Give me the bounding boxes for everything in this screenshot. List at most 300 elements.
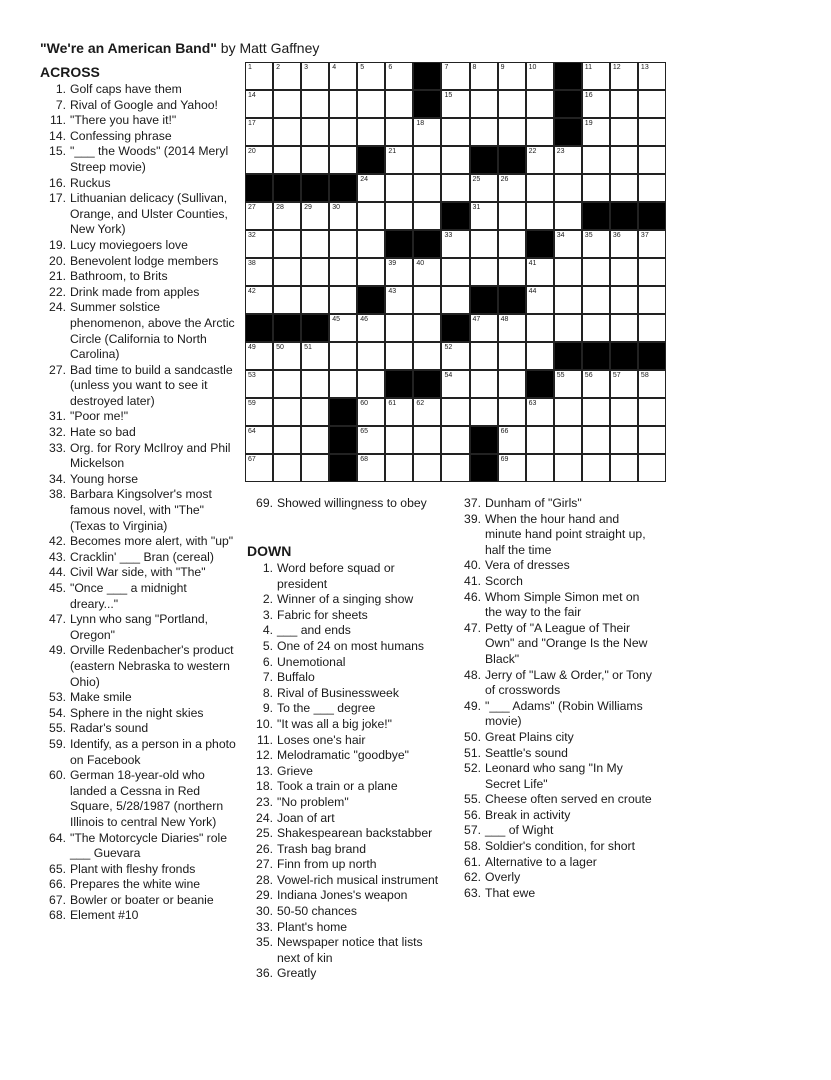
grid-cell[interactable] — [470, 118, 498, 146]
grid-cell[interactable] — [526, 286, 554, 314]
grid-cell[interactable] — [357, 62, 385, 90]
grid-cell[interactable] — [610, 174, 638, 202]
clue-number: 13 . — [247, 764, 273, 780]
down-clue-58[interactable] — [455, 839, 655, 855]
across-clue-33[interactable] — [40, 441, 236, 472]
grid-cell[interactable] — [526, 90, 554, 118]
grid-cell[interactable] — [582, 118, 610, 146]
grid-cell[interactable] — [385, 342, 413, 370]
down-clue-4[interactable] — [247, 623, 447, 639]
cell-number: 36 — [612, 232, 621, 239]
down-clue-40[interactable] — [455, 558, 655, 574]
cell-number: 42 — [248, 288, 256, 295]
grid-cell[interactable] — [357, 258, 385, 286]
grid-cell[interactable] — [385, 314, 413, 342]
grid-cell[interactable] — [638, 286, 666, 314]
down-clue-63[interactable] — [455, 886, 655, 902]
grid-cell[interactable] — [385, 398, 413, 426]
grid-cell[interactable] — [498, 426, 526, 454]
grid-cell[interactable] — [498, 398, 526, 426]
grid-cell[interactable] — [638, 118, 666, 146]
clue-number: 41 . — [455, 574, 481, 590]
grid-cell[interactable] — [273, 286, 301, 314]
down-clue-62[interactable] — [455, 870, 655, 886]
grid-cell[interactable] — [301, 202, 329, 230]
down-clue-10[interactable] — [247, 717, 447, 733]
grid-cell[interactable] — [245, 454, 273, 482]
across-clue-22[interactable] — [40, 285, 236, 301]
grid-cell[interactable] — [301, 426, 329, 454]
grid-cell[interactable] — [385, 258, 413, 286]
down-clue-33[interactable] — [247, 920, 447, 936]
grid-cell[interactable] — [638, 230, 666, 258]
down-clue-46[interactable] — [455, 590, 655, 621]
grid-cell[interactable] — [498, 342, 526, 370]
grid-cell[interactable] — [329, 146, 357, 174]
grid-cell[interactable] — [582, 398, 610, 426]
down-clue-55[interactable] — [455, 792, 655, 808]
grid-cell[interactable] — [638, 314, 666, 342]
across-clue-27[interactable] — [40, 363, 236, 410]
grid-cell[interactable] — [273, 342, 301, 370]
black-square — [413, 90, 441, 118]
down-clue-30[interactable] — [247, 904, 447, 920]
grid-cell[interactable] — [413, 146, 441, 174]
across-clue-55[interactable] — [40, 721, 236, 737]
grid-cell[interactable] — [610, 398, 638, 426]
grid-cell[interactable] — [638, 426, 666, 454]
grid-cell[interactable] — [357, 314, 385, 342]
clue-number: 15 . — [40, 144, 66, 160]
clue-number: 46 . — [455, 590, 481, 606]
clue-text: ___ of Wight — [485, 823, 554, 838]
down-clue-47[interactable] — [455, 621, 655, 668]
grid-cell[interactable] — [526, 146, 554, 174]
grid-cell[interactable] — [357, 370, 385, 398]
grid-cell[interactable] — [441, 62, 469, 90]
clue-text: German 18-year-old who landed a Cessna in Red Square, 5/28/1987 (northern Illinois to central New York) — [70, 768, 224, 829]
grid-cell[interactable] — [470, 342, 498, 370]
grid-cell[interactable] — [582, 90, 610, 118]
across-clue-15[interactable] — [40, 144, 236, 175]
grid-cell[interactable] — [638, 90, 666, 118]
grid-cell[interactable] — [526, 398, 554, 426]
grid-cell[interactable] — [301, 342, 329, 370]
grid-cell[interactable] — [498, 62, 526, 90]
down-clue-37[interactable] — [455, 496, 655, 512]
grid-cell[interactable] — [385, 202, 413, 230]
grid-cell[interactable] — [582, 146, 610, 174]
down-clue-7[interactable] — [247, 670, 447, 686]
clue-number: 6 . — [247, 655, 273, 671]
grid-cell[interactable] — [470, 258, 498, 286]
grid-cell[interactable] — [498, 314, 526, 342]
grid-cell[interactable] — [357, 398, 385, 426]
across-clue-59[interactable] — [40, 737, 236, 768]
grid-cell[interactable] — [413, 118, 441, 146]
grid-cell[interactable] — [273, 202, 301, 230]
grid-cell[interactable] — [441, 258, 469, 286]
grid-cell[interactable] — [329, 118, 357, 146]
down-clue-29[interactable] — [247, 888, 447, 904]
down-clue-12[interactable] — [247, 748, 447, 764]
grid-cell[interactable] — [610, 426, 638, 454]
grid-cell[interactable] — [413, 174, 441, 202]
grid-cell[interactable] — [554, 174, 582, 202]
grid-cell[interactable] — [357, 454, 385, 482]
grid-cell[interactable] — [441, 230, 469, 258]
grid-cell[interactable] — [554, 454, 582, 482]
grid-cell[interactable] — [357, 202, 385, 230]
grid-cell[interactable] — [273, 398, 301, 426]
grid-cell[interactable] — [413, 202, 441, 230]
down-clue-41[interactable] — [455, 574, 655, 590]
across-clue-16[interactable] — [40, 176, 236, 192]
cell-number: 2 — [276, 64, 280, 71]
grid-cell[interactable] — [301, 258, 329, 286]
grid-cell[interactable] — [357, 342, 385, 370]
grid-cell[interactable] — [357, 174, 385, 202]
grid-cell[interactable] — [554, 370, 582, 398]
down-clue-35[interactable] — [247, 935, 447, 966]
cell-number: 9 — [500, 64, 505, 71]
grid-cell[interactable] — [526, 174, 554, 202]
cell-number: 5 — [360, 64, 365, 71]
across-clue-54[interactable] — [40, 706, 236, 722]
grid-cell[interactable] — [441, 426, 469, 454]
grid-cell[interactable] — [526, 118, 554, 146]
grid-cell[interactable] — [273, 62, 301, 90]
grid-cell[interactable] — [638, 146, 666, 174]
grid-cell[interactable] — [273, 370, 301, 398]
across-clue-7[interactable] — [40, 98, 236, 114]
grid-cell[interactable] — [441, 342, 469, 370]
grid-cell[interactable] — [301, 118, 329, 146]
down-clue-24[interactable] — [247, 811, 447, 827]
clue-text: Rival of Businessweek — [277, 685, 399, 700]
grid-cell[interactable] — [638, 370, 666, 398]
grid-cell[interactable] — [245, 286, 273, 314]
grid-cell[interactable] — [413, 286, 441, 314]
grid-cell[interactable] — [273, 146, 301, 174]
grid-cell[interactable] — [470, 230, 498, 258]
across-clue-1[interactable] — [40, 82, 236, 98]
cell-number: 27 — [248, 204, 256, 211]
grid-cell[interactable] — [301, 230, 329, 258]
grid-cell[interactable] — [526, 314, 554, 342]
across-clue-44[interactable] — [40, 565, 236, 581]
clue-number: 34 . — [40, 472, 66, 488]
grid-cell[interactable] — [329, 286, 357, 314]
grid-cell[interactable] — [301, 370, 329, 398]
crossword-grid[interactable] — [245, 62, 666, 482]
grid-cell[interactable] — [610, 258, 638, 286]
across-clue-69[interactable] — [247, 496, 447, 512]
grid-cell[interactable] — [301, 454, 329, 482]
across-clue-20[interactable] — [40, 254, 236, 270]
across-clue-31[interactable] — [40, 409, 236, 425]
grid-cell[interactable] — [610, 314, 638, 342]
cell-number: 18 — [416, 120, 425, 127]
down-clue-39[interactable] — [455, 512, 655, 559]
down-clue-23[interactable] — [247, 795, 447, 811]
down-clue-1[interactable] — [247, 561, 447, 592]
grid-cell[interactable] — [329, 342, 357, 370]
grid-cell[interactable] — [554, 314, 582, 342]
across-clue-68[interactable] — [40, 908, 236, 924]
grid-cell[interactable] — [329, 62, 357, 90]
grid-cell[interactable] — [526, 62, 554, 90]
grid-cell[interactable] — [554, 230, 582, 258]
clue-text: Barbara Kingsolver's most famous novel, with "The" (Texas to Virginia) — [70, 487, 212, 533]
across-clue-65[interactable] — [40, 862, 236, 878]
clue-number: 64 . — [40, 831, 66, 847]
grid-cell[interactable] — [526, 426, 554, 454]
down-clue-28[interactable] — [247, 873, 447, 889]
grid-cell[interactable] — [273, 426, 301, 454]
grid-cell[interactable] — [470, 398, 498, 426]
grid-cell[interactable] — [498, 230, 526, 258]
down-clue-18[interactable] — [247, 779, 447, 795]
grid-cell[interactable] — [498, 202, 526, 230]
grid-cell[interactable] — [273, 258, 301, 286]
clue-text: "No problem" — [277, 794, 349, 809]
cell-number: 58 — [640, 372, 649, 379]
grid-cell[interactable] — [413, 314, 441, 342]
grid-cell[interactable] — [329, 202, 357, 230]
grid-cell[interactable] — [498, 118, 526, 146]
down-clue-50[interactable] — [455, 730, 655, 746]
across-clue-47[interactable] — [40, 612, 236, 643]
across-clue-32[interactable] — [40, 425, 236, 441]
grid-cell[interactable] — [245, 398, 273, 426]
grid-cell[interactable] — [329, 314, 357, 342]
grid-cell[interactable] — [526, 342, 554, 370]
grid-cell[interactable] — [526, 454, 554, 482]
grid-cell[interactable] — [245, 118, 273, 146]
grid-cell[interactable] — [245, 258, 273, 286]
across-clue-14[interactable] — [40, 129, 236, 145]
grid-cell[interactable] — [245, 202, 273, 230]
across-clue-11[interactable] — [40, 113, 236, 129]
grid-cell[interactable] — [413, 454, 441, 482]
grid-cell[interactable] — [357, 426, 385, 454]
grid-cell[interactable] — [610, 90, 638, 118]
grid-cell[interactable] — [441, 370, 469, 398]
grid-cell[interactable] — [329, 230, 357, 258]
grid-cell[interactable] — [273, 230, 301, 258]
grid-cell[interactable] — [441, 118, 469, 146]
grid-cell[interactable] — [610, 454, 638, 482]
grid-cell[interactable] — [554, 286, 582, 314]
across-clue-24[interactable] — [40, 300, 236, 362]
grid-cell[interactable] — [498, 258, 526, 286]
clue-text: Winner of a singing show — [277, 592, 414, 607]
grid-cell[interactable] — [441, 146, 469, 174]
grid-cell[interactable] — [273, 118, 301, 146]
grid-cell[interactable] — [610, 370, 638, 398]
grid-cell[interactable] — [441, 174, 469, 202]
down-clue-3[interactable] — [247, 608, 447, 624]
grid-cell[interactable] — [385, 146, 413, 174]
across-clue-49[interactable] — [40, 643, 236, 690]
across-clue-53[interactable] — [40, 690, 236, 706]
grid-cell[interactable] — [498, 454, 526, 482]
grid-cell[interactable] — [470, 62, 498, 90]
grid-cell[interactable] — [638, 454, 666, 482]
grid-cell[interactable] — [385, 118, 413, 146]
grid-cell[interactable] — [470, 90, 498, 118]
grid-cell[interactable] — [385, 454, 413, 482]
grid-cell[interactable] — [470, 202, 498, 230]
grid-cell[interactable] — [245, 62, 273, 90]
down-clue-56[interactable] — [455, 808, 655, 824]
grid-cell[interactable] — [385, 426, 413, 454]
grid-cell[interactable] — [385, 286, 413, 314]
grid-cell[interactable] — [301, 90, 329, 118]
grid-cell[interactable] — [638, 258, 666, 286]
grid-cell[interactable] — [582, 426, 610, 454]
across-clue-19[interactable] — [40, 238, 236, 254]
grid-cell[interactable] — [245, 426, 273, 454]
grid-cell[interactable] — [582, 174, 610, 202]
clue-text: Make smile — [70, 690, 132, 705]
down-clue-26[interactable] — [247, 842, 447, 858]
grid-cell[interactable] — [554, 202, 582, 230]
down-clue-48[interactable] — [455, 668, 655, 699]
across-clue-43[interactable] — [40, 550, 236, 566]
clue-text: Sphere in the night skies — [70, 705, 204, 720]
grid-cell[interactable] — [357, 118, 385, 146]
grid-cell[interactable] — [582, 454, 610, 482]
grid-cell[interactable] — [498, 174, 526, 202]
grid-cell[interactable] — [441, 90, 469, 118]
down-clue-51[interactable] — [455, 746, 655, 762]
down-clue-13[interactable] — [247, 764, 447, 780]
across-clue-34[interactable] — [40, 472, 236, 488]
grid-cell[interactable] — [582, 314, 610, 342]
grid-cell[interactable] — [582, 258, 610, 286]
across-clue-67[interactable] — [40, 893, 236, 909]
down-clue-8[interactable] — [247, 686, 447, 702]
grid-cell[interactable] — [554, 258, 582, 286]
down-clue-25[interactable] — [247, 826, 447, 842]
grid-cell[interactable] — [554, 426, 582, 454]
grid-cell[interactable] — [554, 146, 582, 174]
grid-cell[interactable] — [413, 426, 441, 454]
down-clue-36[interactable] — [247, 966, 447, 982]
clue-text: Vera of dresses — [485, 558, 570, 573]
black-square — [413, 370, 441, 398]
down-clue-2[interactable] — [247, 592, 447, 608]
clue-number: 31 . — [40, 409, 66, 425]
grid-cell[interactable] — [329, 90, 357, 118]
across-clue-45[interactable] — [40, 581, 236, 612]
down-clue-11[interactable] — [247, 733, 447, 749]
clue-number: 62 . — [455, 870, 481, 886]
down-clue-9[interactable] — [247, 701, 447, 717]
grid-cell[interactable] — [470, 174, 498, 202]
grid-cell[interactable] — [413, 398, 441, 426]
grid-cell[interactable] — [582, 286, 610, 314]
grid-cell[interactable] — [301, 286, 329, 314]
grid-cell[interactable] — [273, 90, 301, 118]
grid-cell[interactable] — [638, 174, 666, 202]
grid-cell[interactable] — [470, 314, 498, 342]
grid-cell[interactable] — [245, 90, 273, 118]
grid-cell[interactable] — [498, 90, 526, 118]
grid-cell[interactable] — [301, 62, 329, 90]
grid-cell[interactable] — [554, 398, 582, 426]
down-clue-6[interactable] — [247, 655, 447, 671]
grid-cell[interactable] — [245, 342, 273, 370]
grid-cell[interactable] — [329, 258, 357, 286]
grid-cell[interactable] — [610, 286, 638, 314]
across-clue-21[interactable] — [40, 269, 236, 285]
grid-cell[interactable] — [638, 62, 666, 90]
grid-cell[interactable] — [357, 230, 385, 258]
across-clue-38[interactable] — [40, 487, 236, 534]
grid-cell[interactable] — [413, 258, 441, 286]
grid-cell[interactable] — [470, 370, 498, 398]
grid-cell[interactable] — [610, 230, 638, 258]
grid-cell[interactable] — [582, 230, 610, 258]
down-clue-27[interactable] — [247, 857, 447, 873]
across-clue-60[interactable] — [40, 768, 236, 830]
grid-cell[interactable] — [610, 62, 638, 90]
across-clue-64[interactable] — [40, 831, 236, 862]
clue-text: Golf caps have them — [70, 82, 182, 96]
grid-cell[interactable] — [526, 202, 554, 230]
grid-cell[interactable] — [441, 398, 469, 426]
black-square — [273, 314, 301, 342]
grid-cell[interactable] — [245, 230, 273, 258]
down-clue-61[interactable] — [455, 855, 655, 871]
grid-cell[interactable] — [385, 90, 413, 118]
down-clue-49[interactable] — [455, 699, 655, 730]
grid-cell[interactable] — [441, 286, 469, 314]
clue-text: "There you have it!" — [70, 113, 177, 128]
grid-cell[interactable] — [273, 454, 301, 482]
grid-cell[interactable] — [582, 370, 610, 398]
grid-cell[interactable] — [301, 146, 329, 174]
clue-text: Took a train or a plane — [277, 779, 398, 794]
down-clue-57[interactable] — [455, 823, 655, 839]
across-clue-66[interactable] — [40, 877, 236, 893]
across-clue-17[interactable] — [40, 191, 236, 238]
grid-cell[interactable] — [385, 62, 413, 90]
down-clue-52[interactable] — [455, 761, 655, 792]
grid-cell[interactable] — [413, 342, 441, 370]
grid-cell[interactable] — [610, 146, 638, 174]
clue-number: 66 . — [40, 877, 66, 893]
grid-cell[interactable] — [638, 398, 666, 426]
grid-cell[interactable] — [526, 258, 554, 286]
grid-cell[interactable] — [329, 370, 357, 398]
grid-cell[interactable] — [385, 174, 413, 202]
grid-cell[interactable] — [441, 454, 469, 482]
grid-cell[interactable] — [301, 398, 329, 426]
grid-cell[interactable] — [582, 62, 610, 90]
grid-cell[interactable] — [245, 146, 273, 174]
grid-cell[interactable] — [610, 118, 638, 146]
grid-cell[interactable] — [245, 370, 273, 398]
across-clue-42[interactable] — [40, 534, 236, 550]
grid-cell[interactable] — [498, 370, 526, 398]
down-clue-5[interactable] — [247, 639, 447, 655]
grid-cell[interactable] — [357, 90, 385, 118]
clue-text: Grieve — [277, 763, 313, 778]
